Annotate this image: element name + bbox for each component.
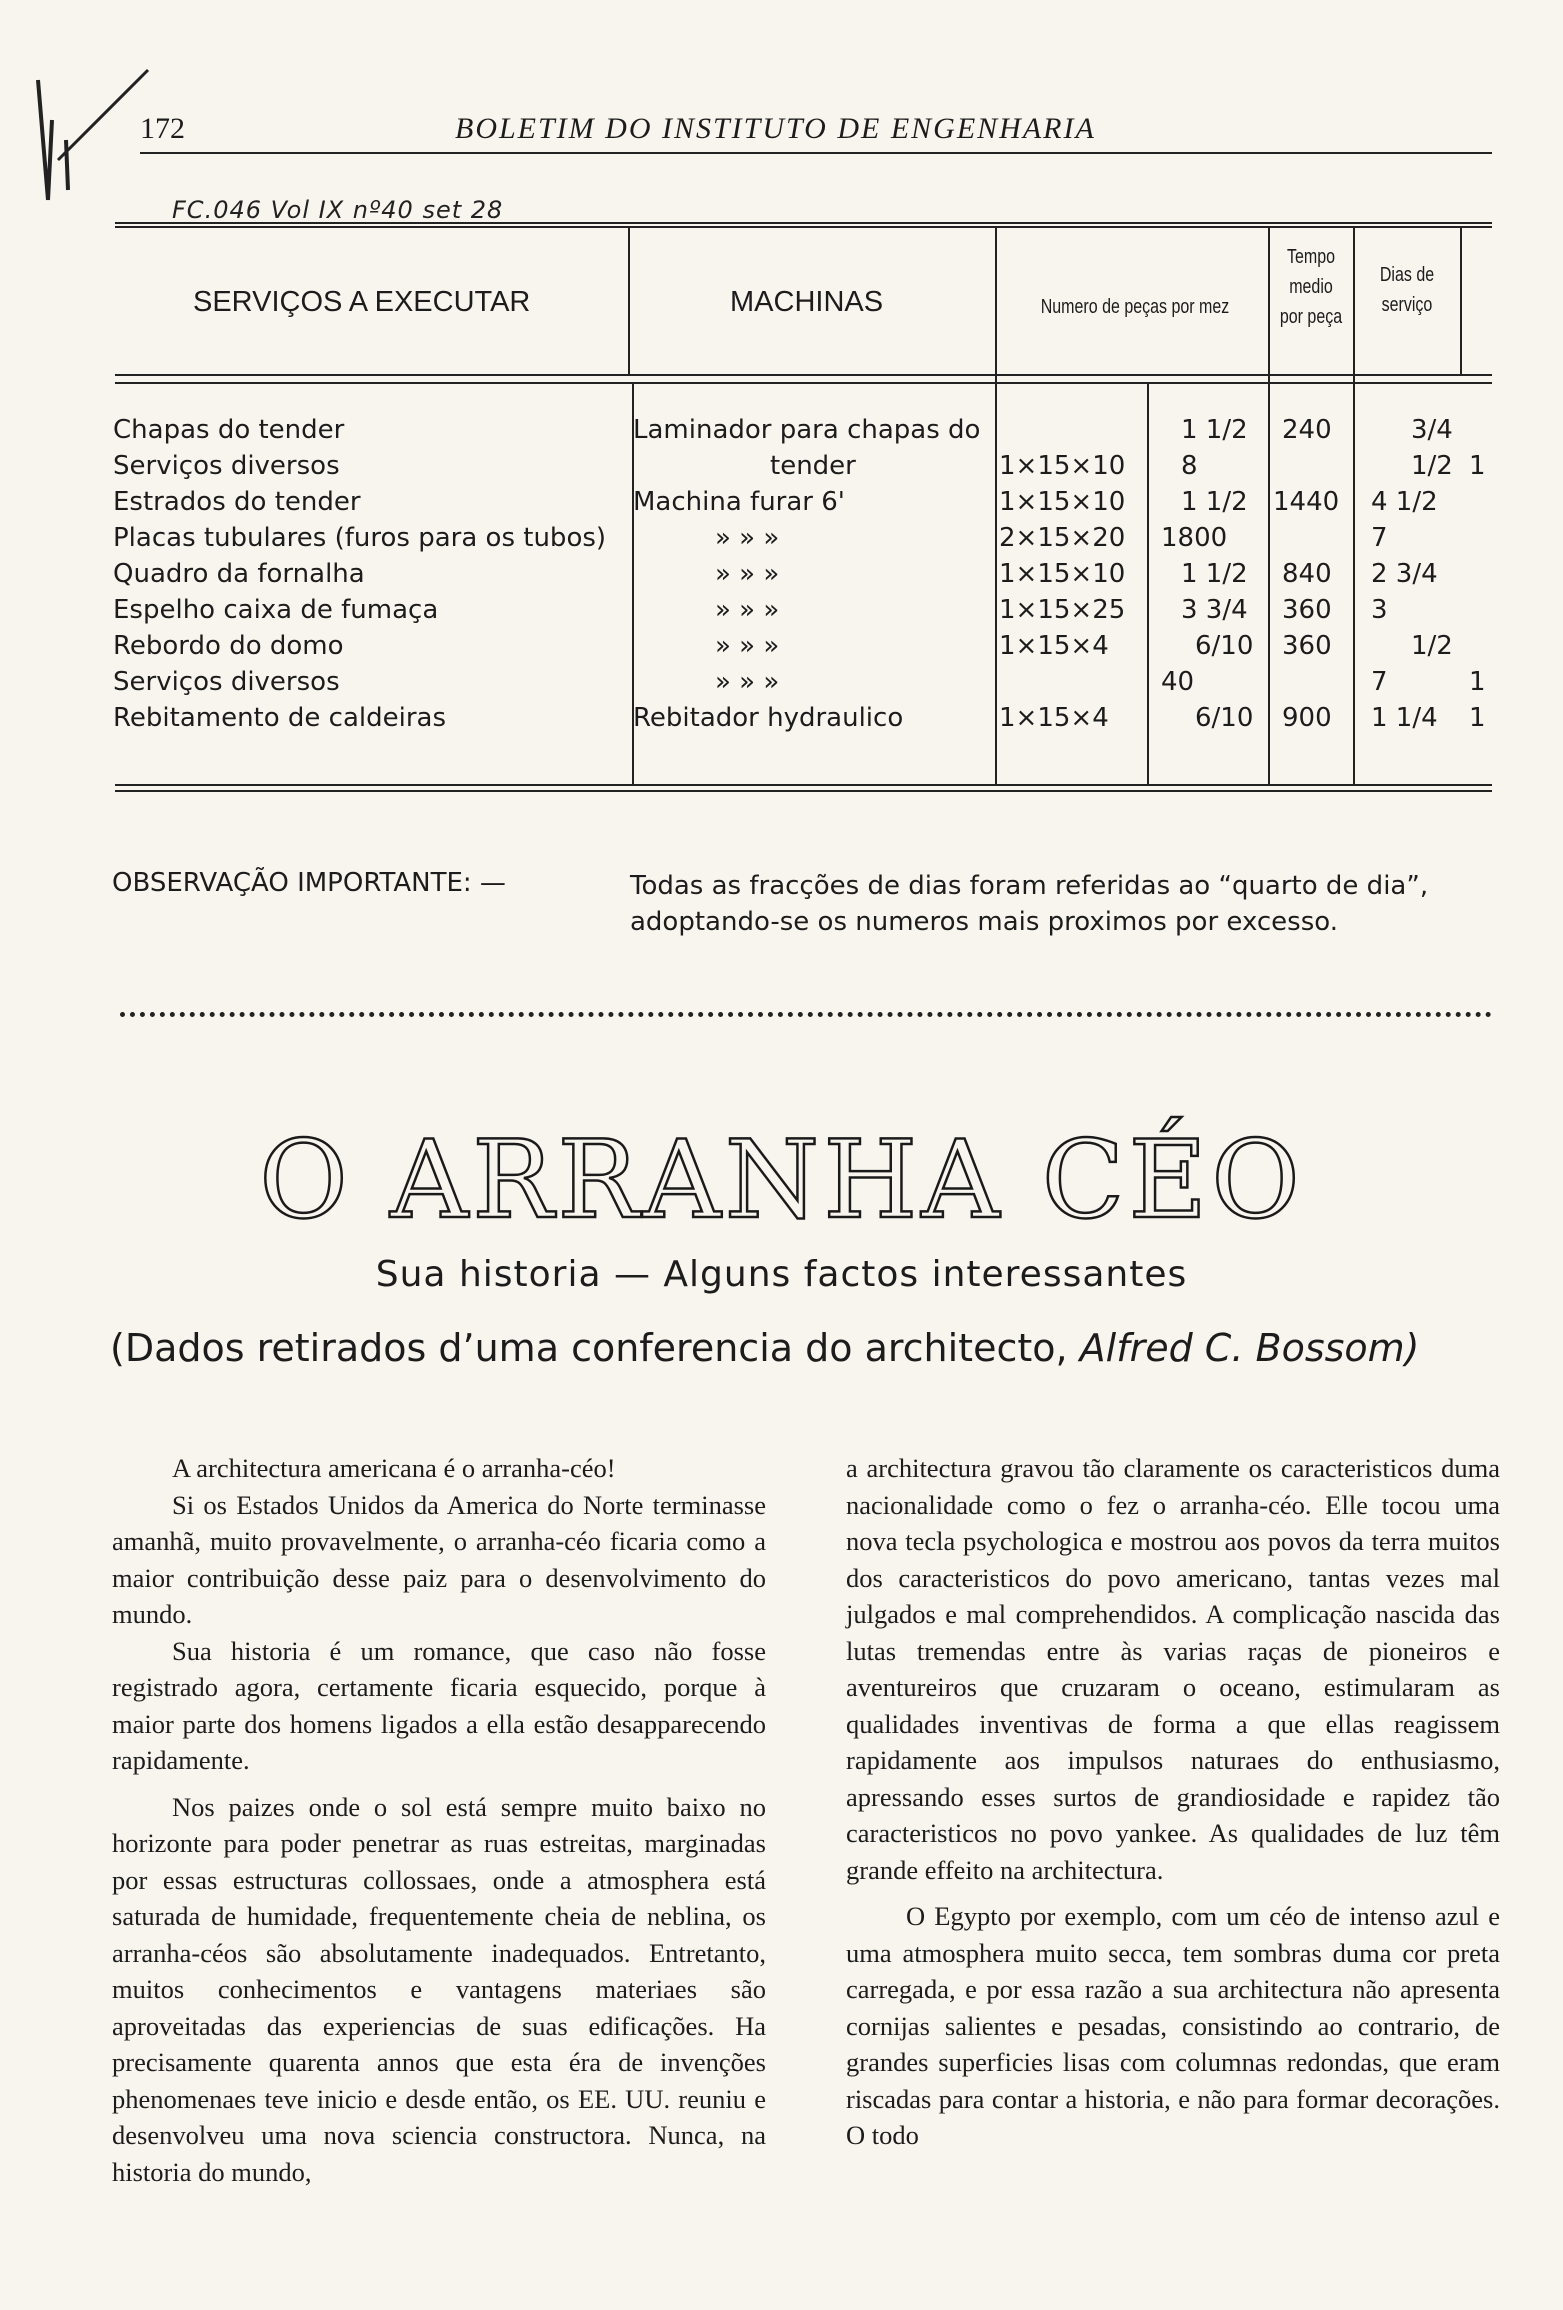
cell-servico: Estrados do tender: [113, 487, 361, 517]
cell-dias: 7: [1371, 667, 1388, 697]
cell-dias: 7: [1371, 523, 1388, 553]
cell-tempo: 1440: [1273, 487, 1340, 517]
cell-dim: 1×15×10: [999, 559, 1126, 589]
cell-pecas: 6/10: [1195, 703, 1254, 733]
cell-tempo: 360: [1282, 631, 1332, 661]
source-prefix: (Dados retirados d’uma conferencia do architecto,: [110, 1326, 1068, 1370]
cell-machina: » » »: [715, 523, 780, 553]
cell-dim: 1×15×4: [999, 703, 1109, 733]
cell-machina: Rebitador hydraulico: [633, 703, 904, 733]
cell-servico: Placas tubulares (furos para os tubos): [113, 523, 607, 553]
cell-pecas: 3 3/4: [1181, 595, 1248, 625]
article-column-right: [846, 1450, 1500, 2154]
cell-dias: 1/2: [1411, 631, 1453, 661]
cell-pecas: 1800: [1161, 523, 1228, 553]
running-header: [140, 112, 1492, 156]
cell-tempo: 240: [1282, 415, 1332, 445]
header-machinas: MACHINAS: [730, 286, 884, 318]
header-numero: Numero de peças por mez: [1040, 296, 1230, 318]
cell-extra: 1: [1469, 703, 1486, 733]
cell-pecas: 1 1/2: [1181, 559, 1248, 589]
cell-dias: 1 1/4: [1371, 703, 1438, 733]
cell-extra: 1: [1469, 667, 1486, 697]
cell-servico: Chapas do tender: [113, 415, 345, 445]
paragraph: Sua historia é um romance, que caso não fosse registrado agora, certamente ficaria esquecido, porque à maior parte dos homens ligados a ella estão desapparecendo rapidamente.: [112, 1635, 766, 1775]
cell-tempo: 840: [1282, 559, 1332, 589]
col-divider-5: [1353, 226, 1355, 784]
col-divider-6: [1460, 226, 1462, 374]
table-bottom-rule: [115, 784, 1492, 786]
cell-tempo: 900: [1282, 703, 1332, 733]
header-servicos: SERVIÇOS A EXECUTAR: [193, 286, 531, 318]
cell-machina: Laminador para chapas do: [633, 415, 981, 445]
observation-label: OBSERVAÇÃO IMPORTANTE: —: [112, 868, 506, 898]
cell-machina: » » »: [715, 559, 780, 589]
paragraph: O Egypto por exemplo, com um céo de intenso azul e uma atmosphera muito secca, tem sombras duma cor preta carregada, e por essa razão a sua architectura não apresenta cornijas salientes e pesadas, consistindo ao contrario, de grandes superficies lisas com columnas redondas, que eram riscadas para contar a historia, e não para formar decorações. O todo: [846, 1901, 1500, 2150]
cell-pecas: 40: [1161, 667, 1195, 697]
source-author: Alfred C. Bossom): [1079, 1326, 1420, 1370]
cell-dias: 2 3/4: [1371, 559, 1438, 589]
journal-title: BOLETIM DO INSTITUTO DE ENGENHARIA: [455, 112, 1096, 145]
cell-servico: Quadro da fornalha: [113, 559, 365, 589]
cell-servico: Rebitamento de caldeiras: [113, 703, 447, 733]
cell-dias: 3/4: [1411, 415, 1453, 445]
table-top-rule-2: [115, 226, 1492, 228]
cell-dim: 1×15×25: [999, 595, 1126, 625]
cell-machina: » » »: [715, 667, 780, 697]
cell-machina: tender: [770, 451, 856, 481]
page-number: 172: [140, 112, 185, 145]
cell-pecas: 1 1/2: [1181, 415, 1248, 445]
paragraph: A architectura americana é o arranha-céo!: [172, 1453, 616, 1483]
cell-dias: 3: [1371, 595, 1388, 625]
cell-servico: Serviços diversos: [113, 667, 340, 697]
cell-dias: 4 1/2: [1371, 487, 1438, 517]
cell-dias: 1/2: [1411, 451, 1453, 481]
table-header-rule-2: [115, 382, 1492, 384]
cell-dim: 1×15×10: [999, 487, 1126, 517]
cell-tempo: 360: [1282, 595, 1332, 625]
table-header-rule: [115, 374, 1492, 376]
table-bottom-rule-2: [115, 790, 1492, 792]
header-dias: Dias de serviço: [1379, 264, 1435, 316]
col-divider-4: [1268, 226, 1270, 784]
header-tempo: Tempo medio por peça: [1279, 246, 1343, 328]
col-divider-1a: [628, 226, 630, 374]
header-rule: [140, 152, 1492, 154]
handwritten-annotation: FC.046 Vol IX nº40 set 28: [172, 196, 504, 224]
cell-servico: Rebordo do domo: [113, 631, 344, 661]
table-top-rule: [115, 222, 1492, 224]
cell-machina: » » »: [715, 631, 780, 661]
cell-dim: 1×15×10: [999, 451, 1126, 481]
article-source: [110, 1326, 1510, 1370]
handwritten-mark-icon: [8, 50, 158, 240]
cell-machina: » » »: [715, 595, 780, 625]
observation-text: Todas as fracções de dias foram referidas ao “quarto de dia”, adoptando-se os numeros mais proximos por excesso.: [630, 871, 1429, 937]
article-title: O ARRANHA CÉO: [259, 1118, 1304, 1243]
cell-dim: 1×15×4: [999, 631, 1109, 661]
services-table: [115, 222, 1492, 794]
dotted-separator: [120, 1012, 1492, 1017]
cell-extra: 1: [1469, 451, 1486, 481]
cell-servico: Serviços diversos: [113, 451, 340, 481]
paragraph: Nos paizes onde o sol está sempre muito baixo no horizonte para poder penetrar as ruas estreitas, marginadas por essas estructuras collossaes, onde a atmosphera está saturada de humidade, frequentemente cheia de neblina, os arranha-céos são absolutamente inadequados. Entretanto, muitos conhecimentos e vantagens materiaes são aproveitadas das experiencias de suas edificações. Ha precisamente quarenta annos que esta éra de invenções phenomenaes teve inicio e desde então, os EE. UU. reuniu e desenvolveu uma nova sciencia constructora. Nunca, na historia do mundo,: [112, 1791, 766, 2187]
cell-machina: Machina furar 6': [633, 487, 845, 517]
paragraph: Si os Estados Unidos da America do Norte terminasse amanhã, muito provavelmente, o arranha-céo ficaria como a maior contribuição desse paiz para o desenvolvimento do mundo.: [112, 1489, 766, 1629]
cell-pecas: 1 1/2: [1181, 487, 1248, 517]
article-column-left: [112, 1450, 766, 2190]
paragraph: a architectura gravou tão claramente os caracteristicos duma nacionalidade como o fez o arranha-céo. Elle tocou uma nova tecla psychologica e mostrou aos povos da terra muitos dos caracteristicos do povo americano, tantas vezes mal julgados e mal comprehendidos. A complicação nascida das lutas tremendas entre às varias raças de pioneiros e aventureiros que cruzaram o oceano, estimularam as qualidades inventivas de forma a que ellas reagissem rapidamente aos impulsos naturaes do enthusiasmo, apressando esses surtos de grandiosidade e rapidez tão caracteristicos no povo yankee. As qualidades de luz têm grande effeito na architectura.: [846, 1453, 1500, 1885]
col-divider-2: [995, 226, 997, 784]
cell-pecas: 6/10: [1195, 631, 1254, 661]
article-subtitle: Sua historia — Alguns factos interessantes: [375, 1254, 1188, 1295]
cell-servico: Espelho caixa de fumaça: [113, 595, 439, 625]
cell-pecas: 8: [1181, 451, 1198, 481]
col-divider-3: [1147, 382, 1149, 784]
cell-dim: 2×15×20: [999, 523, 1126, 553]
